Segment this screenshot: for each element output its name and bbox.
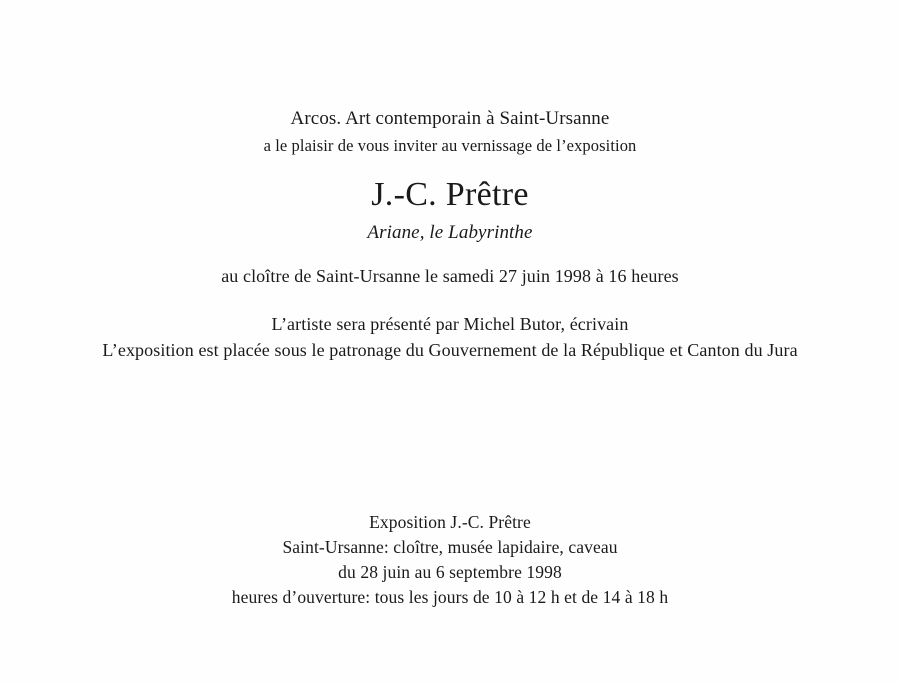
exhibition-subtitle: Ariane, le Labyrinthe [367,222,533,243]
exhibition-dates: du 28 juin au 6 septembre 1998 [338,562,562,582]
exhibition-title: Exposition J.-C. Prêtre [369,512,531,532]
organizer-line: Arcos. Art contemporain à Saint-Ursanne [290,108,610,129]
exhibition-venue: Saint-Ursanne: cloître, musée lapidaire, caveau [282,537,618,557]
artist-name: J.-C. Prêtre [371,176,529,213]
opening-hours: heures d’ouverture: tous les jours de 10 à 12 h et de 14 à 18 h [231,587,669,607]
patronage-line: L’exposition est placée sous le patronage du Gouvernement de la République et Canton du Jura [102,340,798,360]
invite-line: a le plaisir de vous inviter au vernissage de l’exposition [263,136,637,155]
opening-details: au cloître de Saint-Ursanne le samedi 27 juin 1998 à 16 heures [221,266,679,286]
presenter-line: L’artiste sera présenté par Michel Butor, écrivain [271,314,629,334]
